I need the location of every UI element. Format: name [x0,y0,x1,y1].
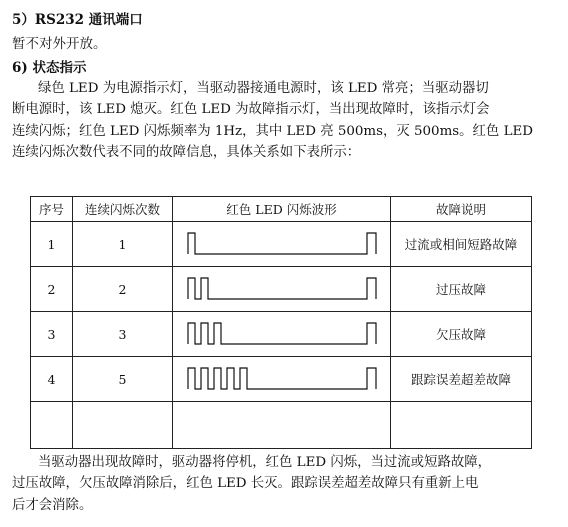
table-row [31,222,532,267]
row-description [391,402,532,449]
paragraph-line: 断电源时，该 LED 熄灭。红色 LED 为故障指示灯，当出现故障时，该指示灯会 [12,102,490,118]
row-index [31,402,73,449]
paragraph-line: 连续闪烁；红色 LED 闪烁频率为 1Hz，其中 LED 亮 500ms，灭 500ms。红色 LED [12,123,533,139]
paragraph-line: 过压故障，欠压故障消除后，红色 LED 长灭。跟踪误差超差故障只有重新上电 [12,476,479,492]
paragraph-line: 后才会消除。 [12,497,93,513]
row-waveform [173,222,391,267]
waveform-line [188,278,376,299]
waveform-diagram [184,229,380,259]
header-index: 序号 [31,197,73,222]
section-5-body: 暂不对外开放。 [12,36,107,52]
row-description: 过压故障 [391,267,532,312]
table-row [31,312,532,357]
waveform-diagram [184,274,380,304]
row-waveform [173,357,391,402]
status-paragraph [12,78,556,163]
section-5-heading [12,8,143,28]
row-waveform [173,312,391,357]
table-row [31,267,532,312]
waveform-diagram [184,319,380,349]
section-5-number: 5） [12,12,35,28]
waveform-line [188,368,376,389]
row-description: 跟踪误差超差故障 [391,357,532,402]
table-row [31,402,532,449]
section-6-heading: 6) 状态指示 [12,60,87,76]
paragraph-line: 连续闪烁次数代表不同的故障信息，具体关系如下表所示： [12,144,361,160]
row-description: 过流或相间短路故障 [391,222,532,267]
row-count [73,402,173,449]
table-header-row [31,197,532,222]
header-count: 连续闪烁次数 [73,197,173,222]
fault-table [30,196,532,449]
waveform-diagram [184,364,380,394]
waveform-line [188,233,376,254]
row-count: 3 [73,312,173,357]
row-waveform [173,267,391,312]
paragraph-line: 绿色 LED 为电源指示灯，当驱动器接通电源时，该 LED 常亮；当驱动器切 [38,81,489,96]
paragraph-line: 当驱动器出现故障时，驱动器将停机，红色 LED 闪烁，当过流或短路故障， [38,455,492,470]
section-5-name: RS232 [34,12,85,28]
row-waveform [173,402,391,449]
header-description: 故障说明 [391,197,532,222]
waveform-line [188,323,376,344]
footer-paragraph [12,452,556,516]
row-index: 4 [31,357,73,402]
row-index: 2 [31,267,73,312]
row-index: 1 [31,222,73,267]
row-count: 1 [73,222,173,267]
row-description: 欠压故障 [391,312,532,357]
header-waveform: 红色 LED 闪烁波形 [173,197,391,222]
row-index: 3 [31,312,73,357]
row-count: 2 [73,267,173,312]
section-5-title: 通讯端口 [84,12,143,28]
row-count: 5 [73,357,173,402]
table-row [31,357,532,402]
